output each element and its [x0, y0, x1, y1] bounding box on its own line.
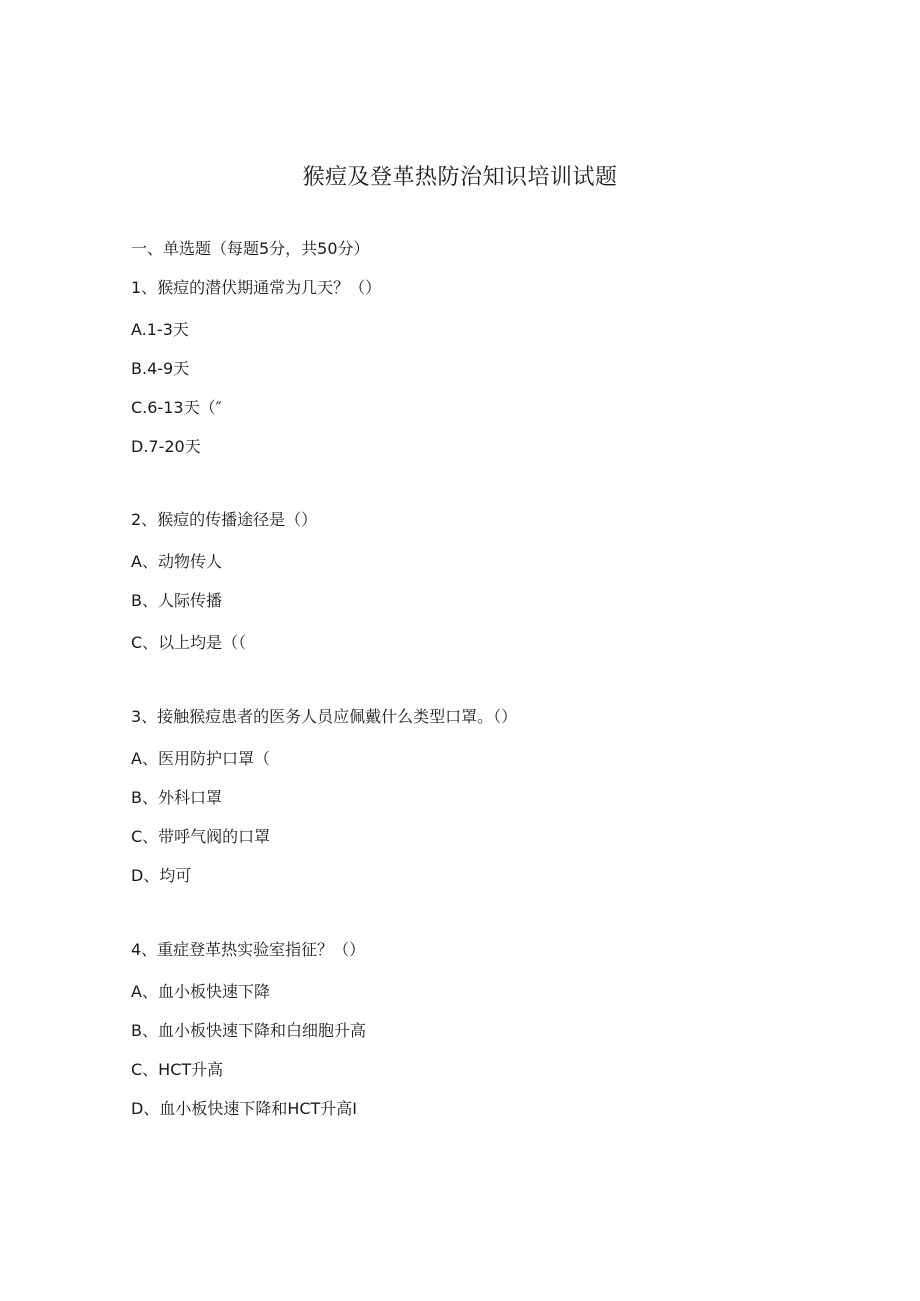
question-option: C、HCT升高 [131, 1060, 224, 1079]
question-stem: 3、接触猴痘患者的医务人员应佩戴什么类型口罩。（） [131, 707, 518, 726]
question-option: B.4-9天 [131, 359, 190, 378]
section-heading: 一、单选题（每题5分，共50分） [131, 239, 370, 258]
question-option: A、医用防护口罩（ [131, 749, 270, 768]
question-option: B、外科口罩 [131, 788, 222, 807]
question-option: A、血小板快速下降 [131, 982, 270, 1001]
question-option: C.6-13天（″ [131, 398, 222, 417]
question-option: C、带呼气阀的口罩 [131, 827, 271, 846]
question-stem: 2、猴痘的传播途径是（） [131, 510, 318, 529]
question-option: B、人际传播 [131, 591, 222, 610]
document-title: 猴痘及登革热防治知识培训试题 [302, 165, 618, 190]
question-option: C、以上均是（（ [131, 633, 247, 652]
question-option: A.1-3天 [131, 320, 189, 339]
question-option: A、动物传人 [131, 552, 222, 571]
question-option: B、血小板快速下降和白细胞升高 [131, 1021, 366, 1040]
question-stem: 1、猴痘的潜伏期通常为几天？（） [131, 278, 382, 297]
question-option: D、均可 [131, 866, 192, 885]
question-option: D.7-20天 [131, 437, 201, 456]
question-option: D、血小板快速下降和HCT升高I [131, 1099, 358, 1118]
question-stem: 4、重症登革热实验室指征？（） [131, 940, 366, 959]
